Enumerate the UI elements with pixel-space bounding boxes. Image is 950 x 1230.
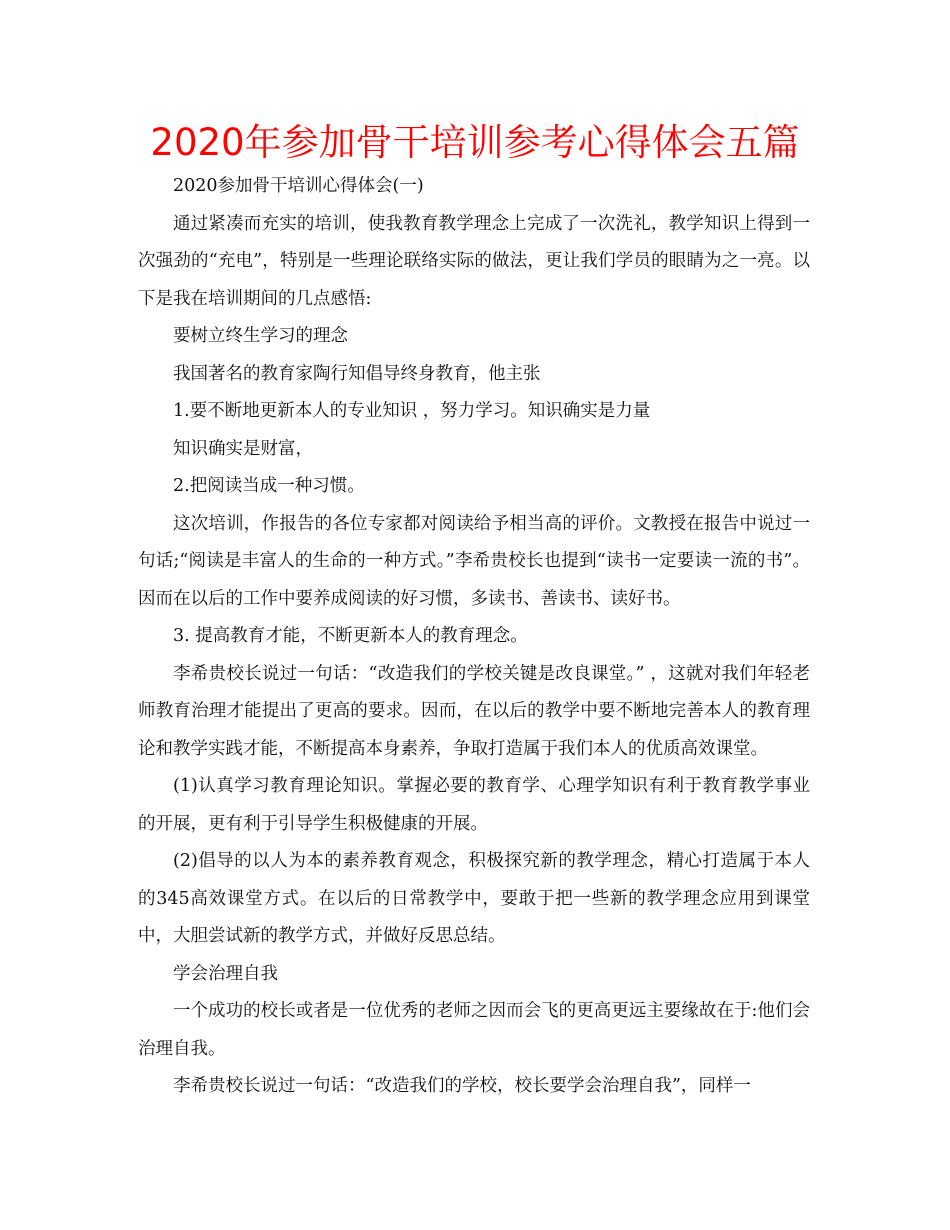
paragraph: 李希贵校长说过一句话：“改造我们的学校，校长要学会治理自我”，同样一 (173, 1076, 751, 1096)
paragraph: 要树立终生学习的理念 (173, 326, 348, 346)
paragraph: 3. 提高教育才能，不断更新本人的教育理念。 (173, 626, 528, 646)
paragraph: 学会治理自我 (173, 963, 278, 984)
paragraph: 1.要不断地更新本人的专业知识 ，努力学习。知识确实是力量 (173, 401, 651, 421)
paragraph: 李希贵校长说过一句话：“改造我们的学校关键是改良课堂。” ，这就对我们年轻老师教育治理才能提出了更高的要求。因而，在以后的教学中要不断地完善本人的教育理论和教学实践才能，不断提高本身素养，争取打造属于我们本人的优质高效课堂。 (138, 663, 810, 759)
paragraph: 这次培训，作报告的各位专家都对阅读给予相当高的评价。文教授在报告中说过一句话;“阅读是丰富人的生命的一种方式。”李希贵校长也提到“读书一定要读一流的书”。因而在以后的工作中要养成阅读的好习惯，多读书、善读书、读好书。 (138, 513, 810, 609)
paragraph: (2)倡导的以人为本的素养教育观念，积极探究新的教学理念，精心打造属于本人的345高效课堂方式。在以后的日常教学中，要敢于把一些新的教学理念应用到课堂中，大胆尝试新的教学方式，并做好反思总结。 (138, 851, 810, 946)
paragraph: 2020参加骨干培训心得体会(一) (173, 176, 424, 196)
paragraph: (1)认真学习教育理论知识。掌握必要的教育学、心理学知识有利于教育教学事业的开展，更有利于引导学生积极健康的开展。 (138, 776, 810, 834)
paragraph: 一个成功的校长或者是一位优秀的老师之因而会飞的更高更远主要缘故在于:他们会治理自我。 (138, 1001, 810, 1059)
paragraph: 知识确实是财富， (173, 438, 313, 459)
document-body (138, 168, 810, 1106)
paragraph: 我国著名的教育家陶行知倡导终身教育，他主张 (173, 363, 541, 384)
paragraph: 通过紧凑而充实的培训，使我教育教学理念上完成了一次洗礼，教学知识上得到一次强劲的“充电”，特别是一些理论联络实际的做法，更让我们学员的眼睛为之一亮。以下是我在培训期间的几点感悟: (138, 213, 810, 309)
document-title: 2020年参加骨干培训参考心得体会五篇 (150, 121, 800, 164)
paragraph: 2.把阅读当成一种习惯。 (173, 476, 365, 496)
